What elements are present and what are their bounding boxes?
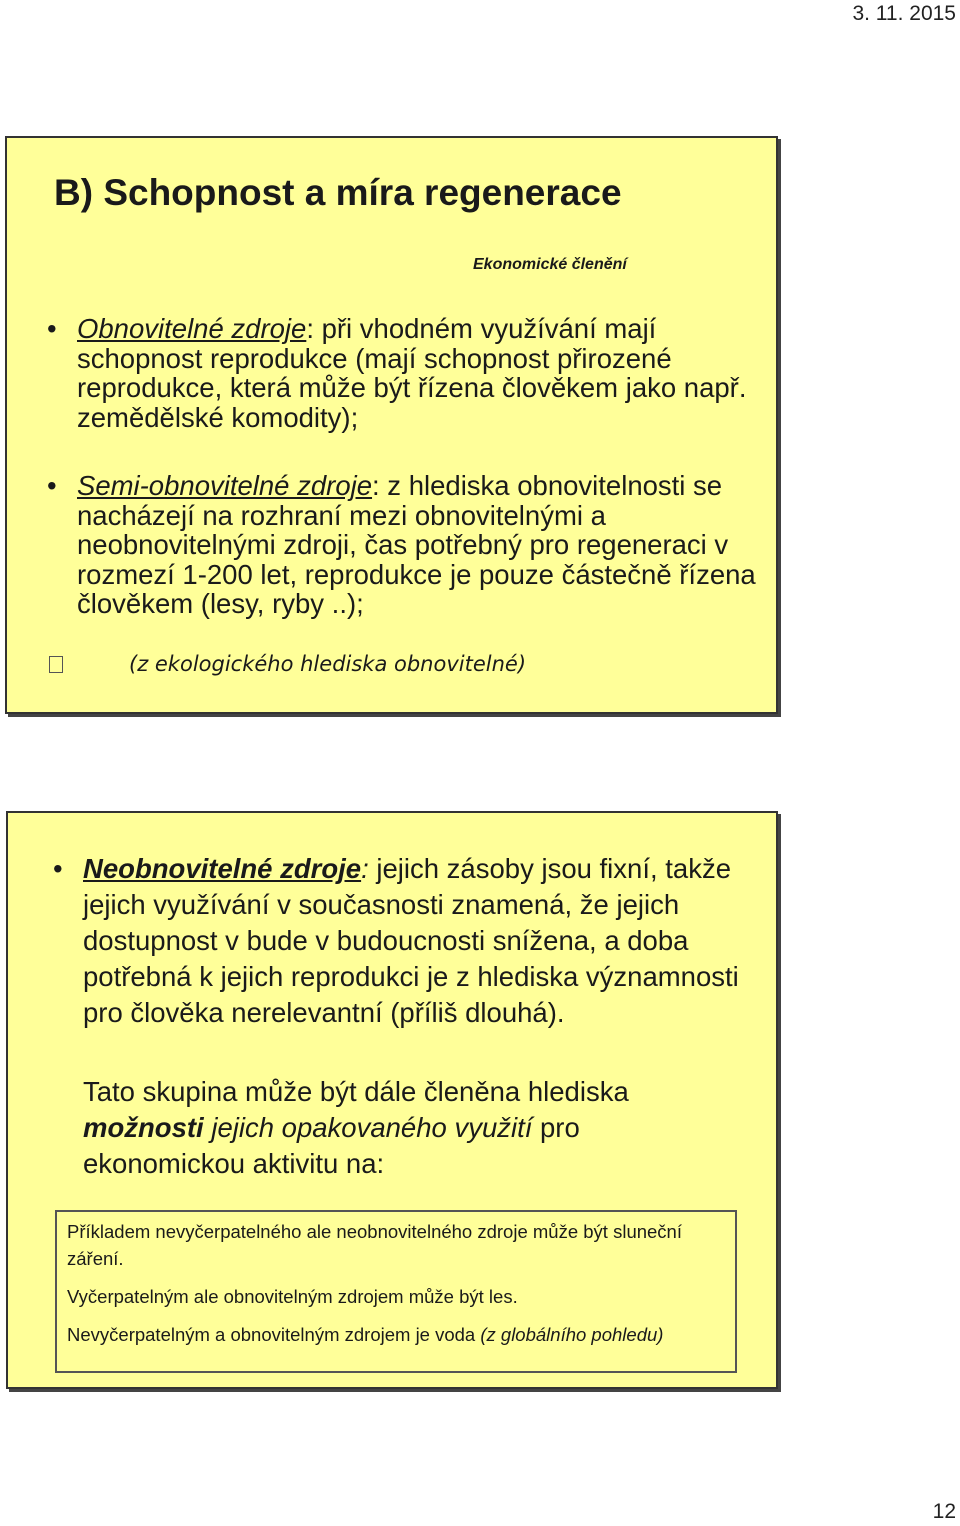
slide-title: B) Schopnost a míra regenerace	[54, 172, 622, 213]
term-renewable: Obnovitelné zdroje	[77, 313, 307, 344]
slide-2	[6, 811, 778, 1389]
term-colon: :	[361, 853, 369, 884]
slide-1	[5, 136, 778, 714]
para-bold-italic: možnosti	[83, 1112, 204, 1143]
slide-subtitle: Ekonomické členění	[473, 256, 627, 273]
example-3	[67, 1321, 735, 1348]
term-nonrenewable: Neobnovitelné zdroje	[83, 853, 362, 884]
bullet-dot: •	[47, 470, 57, 501]
bullet-text	[77, 314, 767, 432]
bullet-dot: •	[53, 853, 63, 884]
classification-paragraph	[83, 1074, 743, 1182]
bullet-body: : při vhodném využívání mají schopnost reprodukce (mají schopnost přirozené reprodukce, která může být řízena člověkem jako např. zemědělské komodity);	[77, 313, 747, 433]
para-text-1: Tato skupina může být dále členěna hlediska	[83, 1076, 629, 1107]
term-semi-renewable: Semi-obnovitelné zdroje	[77, 470, 373, 501]
example-1: Příkladem nevyčerpatelného ale neobnovitelného zdroje může být sluneční záření.	[67, 1221, 682, 1269]
examples-box	[55, 1210, 737, 1373]
para-italic: jejich opakovaného využití	[203, 1112, 533, 1143]
example-3-italic: (z globálního pohledu)	[480, 1324, 664, 1345]
bullet-text	[77, 471, 767, 619]
placeholder-glyph-icon	[49, 656, 63, 673]
date-header: 3. 11. 2015	[852, 2, 956, 25]
example-3-plain: Nevyčerpatelným a obnovitelným zdrojem je voda	[67, 1324, 481, 1345]
bullet-body: : z hlediska obnovitelnosti se nacházejí na rozhraní mezi obnovitelnými a neobnovitelnými zdroji, čas potřebný pro regeneraci v rozmezí 1-200 let, reprodukce je pouze částečně řízena člověkem (lesy, ryby ..);	[77, 470, 756, 619]
bullet-body: jejich zásoby jsou fixní, takže jejich využívání v současnosti znamená, že jejich dostupnost v bude v budoucnosti snížena, a doba potřebná k jejich reprodukci je z hlediska významnosti pro člověka nerelevantní (příliš dlouhá).	[83, 853, 739, 1028]
bullet-text	[83, 851, 753, 1031]
para-text-2: pro ekonomickou aktivitu na:	[83, 1112, 580, 1179]
page-number: 12	[932, 1500, 956, 1523]
example-2: Vyčerpatelným ale obnovitelným zdrojem může být les.	[67, 1286, 518, 1307]
note-text: (z ekologického hlediska obnovitelné)	[129, 652, 527, 676]
bullet-dot: •	[47, 313, 57, 344]
